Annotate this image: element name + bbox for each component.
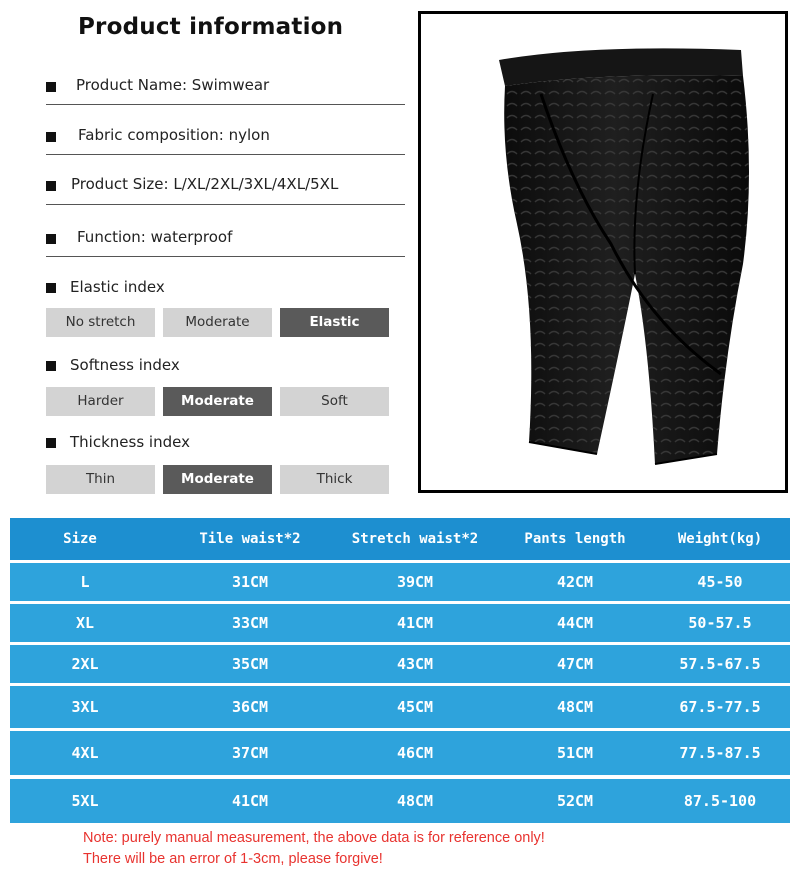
table-row [10,645,790,683]
cell-pants-length: 42CM [556,573,594,591]
page-title: Product information [78,14,344,40]
header-tile-waist: Tile waist*2 [199,531,301,547]
cell-tile-waist: 33CM [231,614,269,632]
info-row-function [46,228,406,254]
info-row-fabric [46,126,406,152]
cell-pants-length: 52CM [556,792,594,810]
index-title: Thickness index [70,433,190,451]
divider [46,104,405,105]
bullet-square-icon [46,82,56,92]
bullet-square-icon [46,438,56,448]
cell-tile-waist: 41CM [231,792,269,810]
info-label: Function: waterproof [77,228,233,246]
softness-option-harder: Harder [46,387,155,416]
cell-stretch-waist: 39CM [396,573,434,591]
divider [46,256,405,257]
cell-weight: 57.5-67.5 [679,655,761,673]
info-row-product-name [46,76,406,102]
bullet-square-icon [46,132,56,142]
cell-stretch-waist: 45CM [396,698,434,716]
divider [46,204,405,205]
divider [46,154,405,155]
table-row [10,686,790,728]
elastic-option-no-stretch: No stretch [46,308,155,337]
info-label: Product Size: L/XL/2XL/3XL/4XL/5XL [71,175,339,193]
cell-size: 5XL [71,792,99,810]
index-title: Elastic index [70,278,165,296]
thickness-option-thin: Thin [46,465,155,494]
header-weight: Weight(kg) [677,531,763,547]
bullet-square-icon [46,283,56,293]
header-stretch-waist: Stretch waist*2 [351,531,479,547]
thickness-option-thick: Thick [280,465,389,494]
thickness-option-moderate: Moderate [163,465,272,494]
header-size: Size [63,531,97,547]
cell-size: L [80,573,90,591]
cell-size: 3XL [71,698,99,716]
cell-tile-waist: 31CM [231,573,269,591]
cell-pants-length: 44CM [556,614,594,632]
note-error-margin: There will be an error of 1-3cm, please forgive! [83,851,383,867]
cell-tile-waist: 35CM [231,655,269,673]
cell-weight: 50-57.5 [688,614,752,632]
cell-weight: 67.5-77.5 [679,698,761,716]
cell-size: 2XL [71,655,99,673]
bullet-square-icon [46,361,56,371]
info-row-size [46,175,406,201]
cell-weight: 45-50 [697,573,743,591]
cell-pants-length: 51CM [556,744,594,762]
info-label: Fabric composition: nylon [78,126,270,144]
softness-option-moderate: Moderate [163,387,272,416]
size-table [10,518,790,826]
table-row [10,731,790,775]
table-row [10,779,790,823]
bullet-square-icon [46,181,56,191]
table-row [10,604,790,642]
cell-tile-waist: 36CM [231,698,269,716]
cell-stretch-waist: 46CM [396,744,434,762]
cell-stretch-waist: 41CM [396,614,434,632]
table-header-row [10,518,790,560]
cell-weight: 77.5-87.5 [679,744,761,762]
elastic-option-elastic: Elastic [280,308,389,337]
cell-tile-waist: 37CM [231,744,269,762]
header-pants-length: Pants length [524,531,626,547]
cell-stretch-waist: 48CM [396,792,434,810]
cell-weight: 87.5-100 [683,792,757,810]
table-row [10,563,790,601]
bullet-square-icon [46,234,56,244]
product-photo [418,11,788,493]
softness-option-soft: Soft [280,387,389,416]
cell-pants-length: 47CM [556,655,594,673]
elastic-option-moderate: Moderate [163,308,272,337]
cell-size: XL [75,614,95,632]
swim-shorts-illustration [421,14,785,490]
note-measurement: Note: purely manual measurement, the above data is for reference only! [83,830,545,846]
cell-pants-length: 48CM [556,698,594,716]
cell-stretch-waist: 43CM [396,655,434,673]
info-label: Product Name: Swimwear [76,76,270,94]
index-title: Softness index [70,356,180,374]
cell-size: 4XL [71,744,99,762]
